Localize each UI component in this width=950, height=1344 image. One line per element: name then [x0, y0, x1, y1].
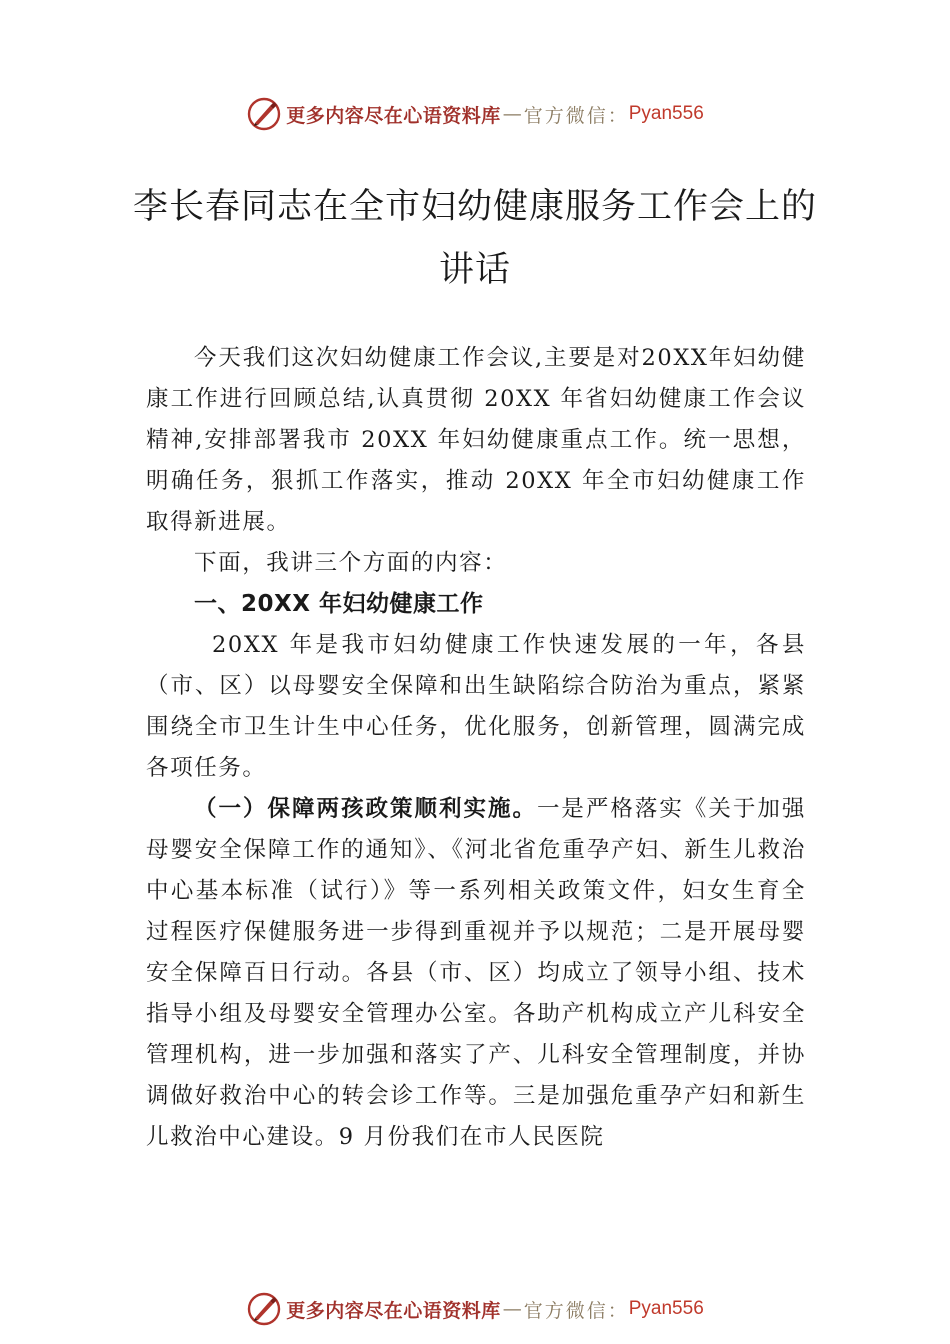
- section-heading-1: 一、20XX 年妇幼健康工作: [194, 591, 484, 617]
- banner-site-text: 更多内容尽在心语资料库: [286, 104, 501, 127]
- footer-watermark-banner: [0, 1289, 950, 1329]
- document-body: [146, 338, 806, 1158]
- banner-wechat-label: 官方微信：: [523, 1299, 629, 1322]
- paragraph-summary: 20XX 年是我市妇幼健康工作快速发展的一年，各县（市、区）以母婴安全保障和出生缺陷综合防治为重点，紧紧围绕全市卫生计生中心任务，优化服务，创新管理，圆满完成各项任务。: [146, 632, 806, 781]
- banner-wechat-label: 官方微信：: [523, 104, 629, 127]
- paragraph-intro: 今天我们这次妇幼健康工作会议,主要是对20XX年妇幼健康工作进行回顾总结,认真贯彻 20XX 年省妇幼健康工作会议精神,安排部署我市 20XX 年妇幼健康重点工作。统一思想，明确任务，狠抓工作落实，推动 20XX 年全市妇幼健康工作取得新进展。: [146, 345, 806, 535]
- subsection-1-body: 一是严格落实《关于加强母婴安全保障工作的通知》、《河北省危重孕产妇、新生儿救治中心基本标准（试行）》等一系列相关政策文件，妇女生育全过程医疗保健服务进一步得到重视并予以规范；二是开展母婴安全保障百日行动。各县（市、区）均成立了领导小组、技术指导小组及母婴安全管理办公室。各助产机构成立产儿科安全管理机构，进一步加强和落实了产、儿科安全管理制度，并协调做好救治中心的转会诊工作等。三是加强危重孕产妇和新生儿救治中心建设。9 月份我们在市人民医院: [146, 796, 806, 1150]
- subsection-1-lead: （一）保障两孩政策顺利实施。: [194, 796, 537, 822]
- banner-dash: —: [502, 103, 522, 125]
- paragraph-outline: 下面，我讲三个方面的内容：: [194, 550, 508, 576]
- banner-account: Pyan556: [628, 1298, 704, 1319]
- banner-site-text: 更多内容尽在心语资料库: [286, 1299, 501, 1322]
- pen-logo-icon: [246, 1291, 282, 1327]
- banner-dash: —: [502, 1298, 522, 1320]
- banner-account: Pyan556: [628, 103, 704, 124]
- header-watermark-banner: [0, 94, 950, 134]
- paragraph-subsection-1: [146, 789, 806, 1158]
- document-title: 李长春同志在全市妇幼健康服务工作会上的讲话: [132, 187, 817, 290]
- pen-logo-icon: [246, 96, 282, 132]
